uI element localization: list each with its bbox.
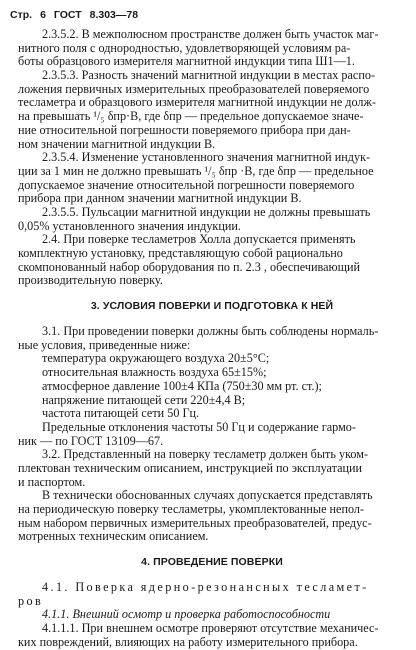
spacer [18,288,406,300]
text-line: тесламетра и образцового измерителя магнитной индукции не долж- [18,96,376,110]
text-line: боты образцового измерителя магнитной индукции типа Ш1—1. [18,55,355,69]
text-line: допускаемое значение относительной погрешности поверяемого [18,178,355,192]
text-line: на превышать ¹/₅ δпр·B, где δпр — предельное допускаемое значе- [18,110,364,124]
text-line: ложения первичных измерительных преобразователей поверяемого [18,82,370,96]
text-line: В технически обоснованных случаях допускается представлять [42,489,373,503]
text-line: плектован техническим описанием, инструкцией по эксплуатации [18,461,363,475]
text-line: мотренных техническим описанием. [18,530,209,544]
text-line: 4.1.1.1. При внешнем осмотре проверяют отсутствие механичес- [42,622,379,636]
standard-code: 8.303—78 [89,9,139,21]
text-line: 2.3.5.3. Разность значений магнитной индукции в местах распо- [42,69,375,83]
section-heading: 3. УСЛОВИЯ ПОВЕРКИ И ПОДГОТОВКА К НЕЙ [90,300,334,313]
text-line: ров [18,594,44,608]
text-line: 2.3.5.4. Изменение установленного значения магнитной индук- [42,151,371,165]
text-line: ких повреждений, влияющих на работу измерительного прибора. [18,635,358,649]
section-heading: 4. ПРОВЕДЕНИЕ ПОВЕРКИ [141,556,283,569]
text-line: частота питающей сети 50 Гц. [42,407,200,421]
text-line: 2.3.5.2. В межполюсном пространстве должен быть участок маг- [42,28,379,41]
text-line: ные условия, приведенные ниже: [18,338,191,352]
text-line: относительная влажность воздуха 65±15%; [42,366,267,380]
document-body [18,28,406,650]
standard-label: ГОСТ [53,9,82,21]
text-line: Предельные отклонения частоты 50 Гц и содержание гармо- [42,420,356,434]
text-line: 2.4. При поверке тесламетров Холла допускается применять [42,233,356,247]
text-line: нитного поля с однородностью, удовлетворяющей условиям ра- [18,41,351,55]
spacer [18,569,406,581]
text-line: 3.2. Представленный на поверку тесламетр должен быть уком- [42,448,369,462]
page-header [10,9,406,23]
text-line: скомпонованный набор оборудования по п. 2.3 , обеспечивающий [18,260,361,274]
text-line: комплектную установку, представляющую собой рационально [18,247,343,260]
text-line: температура окружающего воздуха 20±5°С; [42,352,270,366]
text-line: 2.3.5.5. Пульсации магнитной индукции не должны превышать [42,205,371,219]
text-line: и паспортом. [18,475,86,489]
text-line: напряжение питающей сети 220±4,4 В; [42,393,246,407]
text-line: 4.1. Поверка ядерно-резонансных тесламет- [42,581,369,595]
text-line: на периодическую поверку тесламетры, укомплектованные непол- [18,503,365,516]
text-line: 4.1.1. Внешний осмотр и проверка работоспособности [42,608,331,622]
page-number: 6 [40,9,46,21]
text-line: ном значении магнитной индукции B. [18,137,216,151]
text-line: ции за 1 мин не должно превышать ¹/₅ δпр ·B, где δпр — предельное [18,164,374,178]
text-line: прибора при данном значении магнитной индукции B. [18,192,302,206]
text-line: ник — по ГОСТ 13109—67. [18,434,164,448]
text-line: ние относительной погрешности поверяемого прибора при дан- [18,123,351,137]
text-line: ным набором первичных измерительных преобразователей, предус- [18,516,372,530]
text-line: атмосферное давление 100±4 КПа (750±30 мм рт. ст.); [42,379,322,393]
spacer [18,544,406,556]
text-line: производительную поверку. [18,274,163,288]
spacer [18,313,406,325]
page-prefix: Стр. [10,9,33,21]
text-line: 0,05% установленного значения индукции. [18,219,241,233]
text-line: 3.1. При проведении поверки должны быть соблюдены нормаль- [42,325,379,339]
